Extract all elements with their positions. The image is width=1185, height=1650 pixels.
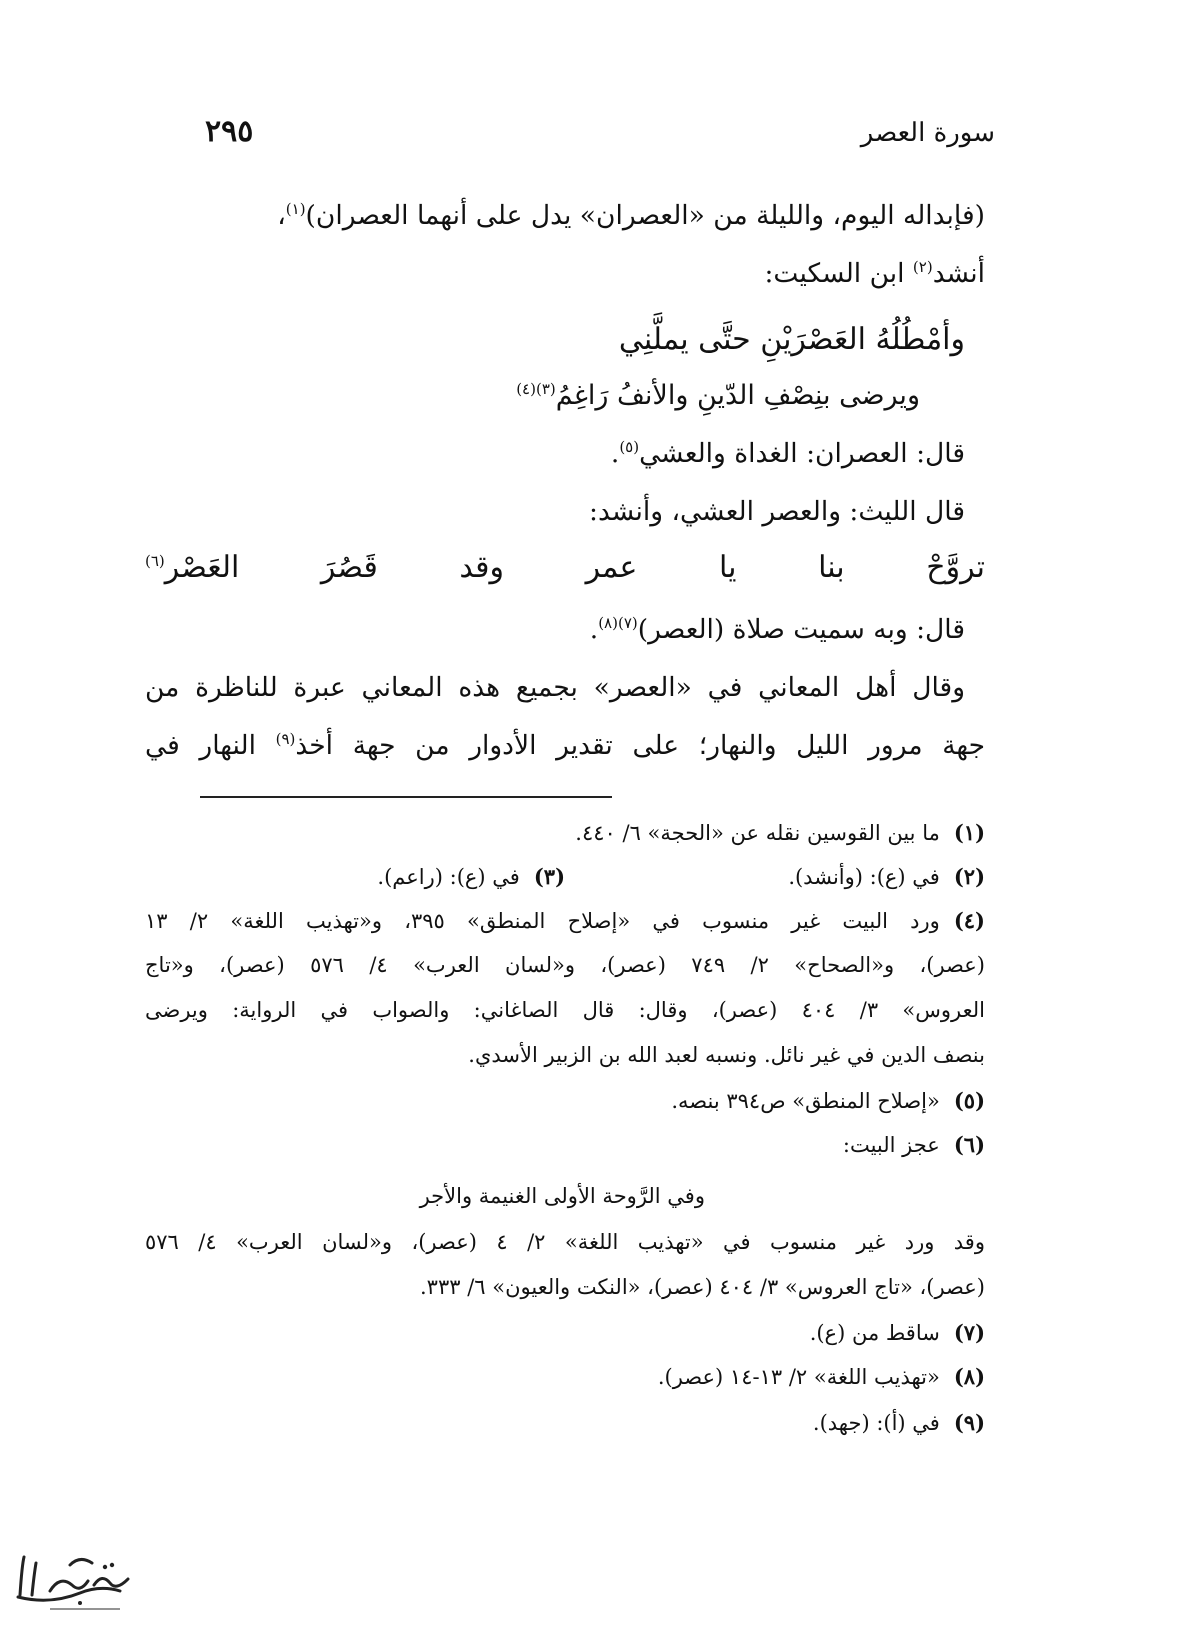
footnote-4-line-4: بنصف الدين في غير نائل. ونسبه لعبد الله بن الزبير الأسدي. <box>468 1043 985 1067</box>
footnote-ref: (٥) <box>619 438 640 457</box>
footnote-5: (٥)«إصلاح المنطق» ص٣٩٤ بنصه. <box>671 1088 985 1113</box>
footnote-1: (١)ما بين القوسين نقله عن «الحجة» ٦/ ٤٤٠. <box>575 820 985 845</box>
text-line-5: قال: العصران: الغداة والعشي$^{(٥)}$. <box>610 438 965 469</box>
footnote-ref: (٦) <box>145 552 165 570</box>
footnote-number: (٩) <box>953 1410 985 1435</box>
footnote-4-line-2: (عصر)، و«الصحاح» ٢/ ٧٤٩ (عصر)، و«لسان العرب» ٤/ ٥٧٦ (عصر)، و«تاج <box>145 953 985 977</box>
footnote-7: (٧)ساقط من (ع). <box>809 1320 985 1345</box>
footnote-ref: (٢) <box>912 258 933 277</box>
page-number: ٢٩٥ <box>205 114 254 149</box>
footnote-number: (٦) <box>953 1132 985 1157</box>
text-line-10: جهة مرور الليل والنهار؛ على تقدير الأدوار من جهة أخذ$^{(٩)}$ النهار في <box>145 730 985 761</box>
footnote-ref: (١) <box>285 200 306 219</box>
footnote-number: (٢) <box>953 864 985 889</box>
calligraphy-logo <box>10 1545 140 1615</box>
running-head: سورة العصر <box>860 118 995 148</box>
text-line-1: (فإبداله اليوم، والليلة من «العصران» يدل على أنهما العصران)$^{(١)}$، <box>277 200 985 231</box>
footnote-number: (٤) <box>953 908 985 933</box>
footnote-6-verse: وفي الرَّوحة الأولى الغنيمة والأجر <box>419 1184 705 1208</box>
footnote-2: (٢)في (ع): (وأنشد). <box>788 864 985 889</box>
footnote-6: (٦)عجز البيت: <box>842 1132 985 1157</box>
footnote-ref: (٧)(٨) <box>598 614 638 633</box>
footnote-separator <box>200 796 612 798</box>
footnote-6-line-4: (عصر)، «تاج العروس» ٣/ ٤٠٤ (عصر)، «النكت والعيون» ٦/ ٣٣٣. <box>419 1275 985 1299</box>
text-line-6: قال الليث: والعصر العشي، وأنشد: <box>589 496 965 527</box>
verse-line: تروَّحْ بنا يا عمر وقد قَصُرَ العَصْر$^{(٦)}$ <box>145 550 985 585</box>
footnote-number: (٨) <box>953 1364 985 1389</box>
footnote-ref: (٣)(٤) <box>516 380 556 398</box>
footnote-number: (٧) <box>953 1320 985 1345</box>
footnote-6-line-3: وقد ورد غير منسوب في «تهذيب اللغة» ٢/ ٤ (عصر)، و«لسان العرب» ٤/ ٥٧٦ <box>145 1230 985 1254</box>
footnote-number: (٣) <box>533 864 565 889</box>
footnote-ref: (٩) <box>275 730 296 749</box>
verse-second-hemistich: ويرضى بنِصْفِ الدّينِ والأنفُ رَاغِمُ$^{(٣)(٤)}$ <box>516 380 920 411</box>
footnote-8: (٨)«تهذيب اللغة» ٢/ ١٣-١٤ (عصر). <box>657 1364 985 1389</box>
footnote-4-line-3: العروس» ٣/ ٤٠٤ (عصر)، وقال: قال الصاغاني: والصواب في الرواية: ويرضى <box>145 998 985 1022</box>
footnote-9: (٩)في (أ): (جهد). <box>812 1410 985 1435</box>
text-line-9: وقال أهل المعاني في «العصر» بجميع هذه المعاني عبرة للناظرة من <box>145 672 965 703</box>
text-line-8: قال: وبه سميت صلاة (العصر)$^{(٧)(٨)}$. <box>589 614 965 645</box>
footnote-number: (١) <box>953 820 985 845</box>
footnote-number: (٥) <box>953 1088 985 1113</box>
text-line-2: أنشد$^{(٢)}$ ابن السكيت: <box>764 258 985 289</box>
verse-first-hemistich: وأمْطُلُهُ العَصْرَيْنِ حتَّى يملَّنِي <box>618 322 965 357</box>
footnote-4: (٤)ورد البيت غير منسوب في «إصلاح المنطق» ٣٩٥، و«تهذيب اللغة» ٢/ ١٣ <box>145 908 985 933</box>
footnote-3: (٣)في (ع): (راعم). <box>377 864 565 889</box>
